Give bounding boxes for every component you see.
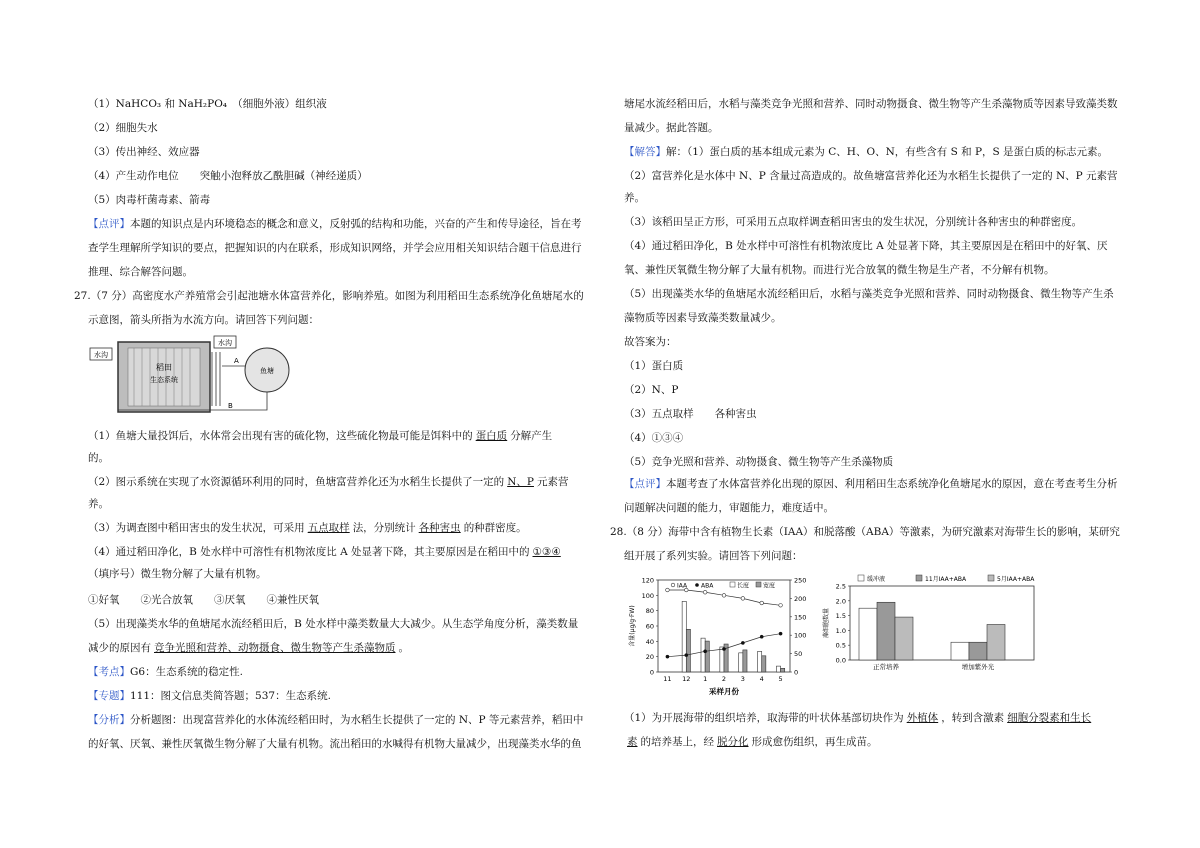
y-tick-label: 2.0 (835, 597, 846, 606)
jieda-3: 养。 (624, 192, 645, 204)
point-ABA (684, 653, 688, 657)
point-ABA (760, 635, 764, 639)
bar-宽度 (762, 656, 766, 672)
answer-2: （2）细胞失水 (88, 122, 158, 134)
y-axis-label: 含量(μg/g·FW) (629, 605, 636, 647)
final-answer-5: （5）竞争光照和营养、动物摄食、微生物等产生杀藻物质 (624, 456, 894, 468)
answer-5: （5）肉毒杆菌毒素、箭毒 (88, 194, 211, 206)
zhuanti: 【专题】111：图文信息类简答题；537：生态系统. (88, 690, 331, 702)
legend-label: 宽度 (763, 582, 776, 590)
point-IAA (666, 588, 670, 592)
legend-marker (988, 575, 994, 581)
q28-sub1-cont: 素 的培养基上，经 脱分化 形成愈伤组织，再生成苗。 (624, 734, 878, 750)
y-tick-label: 2.5 (835, 582, 846, 591)
q28-line-2: 组开展了系列实验。请回答下列问题： (624, 550, 803, 562)
field-label-2: 生态系统 (150, 376, 178, 384)
legend-marker (695, 583, 699, 587)
y-tick-label: 20 (645, 653, 654, 662)
y2-tick-label: 0 (794, 668, 799, 677)
y2-tick-label: 50 (794, 650, 803, 659)
y-axis-label: 藻细胞数量 (823, 607, 830, 639)
y-tick-label: 1.5 (835, 612, 846, 621)
legend-label: 长度 (737, 582, 750, 590)
x-tick-label: 4 (759, 675, 764, 683)
x-tick-label: 1 (703, 675, 708, 683)
bar-长度 (720, 647, 724, 672)
bar-宽度 (686, 629, 690, 672)
legend-label: 5月IAA+ABA (997, 576, 1035, 583)
blank-answer: 竞争光照和营养、动物摄食、微生物等产生杀藻物质 (154, 642, 396, 654)
y-tick-label: 0.5 (835, 641, 846, 650)
answer-3: （3）传出神经、效应器 (88, 146, 200, 158)
final-answer-4: （4）①③④ (624, 432, 684, 444)
blank-answer: 五点取样 (307, 522, 350, 534)
y-tick-label: 60 (645, 622, 654, 631)
q27-line-1: 27.（7 分）高密度水产养殖常会引起池塘水体富营养化，影响养殖。如图为利用稻田生态系统净化鱼塘尾水的 (74, 290, 584, 302)
bar-长度 (682, 601, 686, 672)
fenxi-line-1: 【分析】分析题图：出现富营养化的水体流经稻田时，为水稻生长提供了一定的 N、P 等元素营养，稻田中 (88, 714, 584, 726)
y2-tick-label: 250 (794, 576, 807, 585)
blank-answer: 素 (627, 736, 638, 748)
legend-label: ABA (701, 582, 714, 590)
sub-q1-cont: 的。 (88, 452, 109, 464)
jieda-7: （5）出现藻类水华的鱼塘尾水流经稻田后，水稻与藻类竞争光照和营养、同时动物摄食、微生物等产生杀 (624, 288, 1114, 300)
x-tick-label: 3 (740, 675, 745, 683)
y-tick-label: 0.0 (835, 656, 846, 665)
bar-长度 (776, 666, 780, 672)
point-IAA (722, 594, 726, 598)
bar-宽度 (781, 668, 785, 672)
legend-marker (858, 575, 864, 581)
final-answer-3: （3）五点取样 各种害虫 (624, 408, 757, 420)
hormone-content-chart (624, 572, 814, 700)
comment-line-2: 查学生理解所学知识的要点，把握知识的内在联系，形成知识网络，并学会应用相关知识结合题干信息进行 (88, 242, 582, 254)
blank-answer: 外植体 (906, 712, 939, 724)
field-label-1: 稻田 (156, 363, 172, 372)
legend-marker (671, 583, 675, 587)
bar-缓冲液 (951, 642, 969, 660)
sub-q4-cont: （填序号）微生物分解了大量有机物。 (88, 568, 267, 580)
jieda-6: 氧、兼性厌氧微生物分解了大量有机物。而进行光合放氧的微生物是生产者，不分解有机物。 (624, 264, 1055, 276)
bar-5月IAA+ABA (987, 624, 1005, 660)
bar-长度 (739, 653, 743, 672)
x-tick-label: 增加紫外光 (961, 663, 995, 671)
point-ABA (741, 641, 745, 645)
fenxi-line-2: 的好氧、厌氧、兼性厌氧微生物分解了大量有机物。流出稻田的水喊得有机物大量减少，出现藻类水华的鱼 (88, 738, 582, 750)
bar-长度 (758, 651, 762, 672)
dianping-2: 问题解决问题的能力，审题能力，难度适中。 (624, 502, 834, 514)
blank-answer: 脱分化 (717, 736, 749, 748)
y-tick-label: 40 (645, 637, 654, 646)
point-ABA (722, 647, 726, 651)
rice-field-diagram (88, 334, 308, 420)
bar-11月IAA+ABA (877, 602, 895, 660)
legend-label: 11月IAA+ABA (925, 576, 967, 583)
point-IAA (703, 590, 707, 594)
legend-marker (916, 575, 922, 581)
label-b: B (228, 402, 233, 410)
fenxi-cont-2: 量减少。据此答题。 (624, 122, 719, 134)
bar-长度 (701, 638, 705, 672)
blank-answer: ①③④ (532, 546, 561, 558)
jieda-5: （4）通过稻田净化，B 处水样中可溶性有机物浓度比 A 处显著下降，其主要原因是在稻田中的好氧、厌 (624, 240, 1108, 252)
sub-q5-cont: 减少的原因有 竞争光照和营养、动物摄食、微生物等产生杀藻物质 。 (88, 642, 409, 654)
jieda-2: （2）富营养化是水体中 N、P 含量过高造成的。故鱼塘富营养化还为水稻生长提供了一定的 N、P 元素营 (624, 170, 1118, 182)
y-tick-label: 0 (649, 668, 654, 677)
x-axis-label: 采样月份 (709, 687, 739, 696)
x-tick-label: 11 (663, 675, 672, 683)
bar-宽度 (705, 641, 709, 672)
point-IAA (741, 597, 745, 601)
bar-宽度 (743, 650, 747, 672)
sub-q2-cont: 养。 (88, 498, 109, 510)
comment-text: 本题的知识点是内环境稳态的概念和意义，反射弧的结构和功能，兴奋的产生和传导途径，旨在考 (130, 218, 582, 230)
jieda-4: （3）该稻田呈正方形，可采用五点取样调查稻田害虫的发生状况，分别统计各种害虫的种群密度。 (624, 216, 1083, 228)
point-IAA (760, 601, 764, 605)
jieda-1: 【解答】解：（1）蛋白质的基本组成元素为 C、H、O、N，有些含有 S 和 P，S 是蛋白质的标志元素。 (624, 146, 1109, 158)
blank-answer: N、P (507, 476, 534, 488)
final-answer-1: （1）蛋白质 (624, 360, 684, 372)
cell-count-chart (820, 572, 1038, 672)
point-ABA (666, 655, 670, 659)
answer-1: （1）NaHCO₃ 和 NaH₂PO₄ （细胞外液）组织液 (88, 98, 327, 110)
y-tick-label: 100 (641, 591, 654, 600)
jieda-8: 藻物质等因素导致藻类数量减少。 (624, 312, 782, 324)
point-IAA (779, 604, 783, 608)
y2-tick-label: 100 (794, 631, 807, 640)
blank-answer: 各种害虫 (418, 522, 461, 534)
blank-answer: 蛋白质 (475, 430, 508, 442)
legend-marker (730, 582, 735, 587)
legend-marker (756, 582, 761, 587)
kaodian: 【考点】G6：生态系统的稳定性. (88, 666, 243, 678)
sub-q4-options: ①好氧 ②光合放氧 ③厌氧 ④兼性厌氧 (88, 594, 319, 606)
q28-sub1: （1）为开展海带的组织培养，取海带的叶状体基部切块作为 外植体 ，转到含激素 细胞分裂素和生长 (624, 710, 1094, 726)
sub-q2: （2）图示系统在实现了水资源循环利用的同时，鱼塘富营养化还为水稻生长提供了一定的 N、P 元素营 (88, 476, 569, 488)
answer-4: （4）产生动作电位 突触小泡释放乙酰胆碱（神经递质） (88, 170, 368, 182)
bar-5月IAA+ABA (895, 617, 913, 660)
comment-line-1 (88, 216, 582, 232)
blank-answer: 细胞分裂素和生长 (1007, 712, 1092, 724)
x-tick-label: 12 (682, 675, 691, 683)
y-tick-label: 120 (641, 576, 654, 585)
point-ABA (703, 650, 707, 654)
sub-q1: （1）鱼塘大量投饵后，水体常会出现有害的硫化物，这些硫化物最可能是饵料中的 蛋白质 分解产生 (88, 430, 553, 442)
y2-tick-label: 150 (794, 613, 807, 622)
y-tick-label: 80 (645, 607, 654, 616)
dianping-1: 【点评】本题考查了水体富营养化出现的原因、利用稻田生态系统净化鱼塘尾水的原因，意在考查考生分析 (624, 478, 1118, 490)
q27-line-2: 示意图，箭头所指为水流方向。请回答下列问题： (88, 314, 319, 326)
pond-label: 鱼塘 (260, 367, 274, 375)
sub-q3: （3）为调查图中稻田害虫的发生状况，可采用 五点取样 法，分别统计 各种害虫 的种群密度。 (88, 522, 527, 534)
bar-11月IAA+ABA (969, 642, 987, 660)
bar-缓冲液 (859, 608, 877, 660)
label-a: A (234, 357, 239, 365)
y2-tick-label: 200 (794, 594, 807, 603)
x-tick-label: 正常培养 (873, 663, 899, 671)
ditch-label-2: 水沟 (218, 339, 232, 347)
ditch-label: 水沟 (94, 351, 108, 359)
legend-label: IAA (677, 582, 688, 590)
comment-tag: 【点评】 (88, 218, 130, 230)
final-answer-2: （2）N、P (624, 384, 679, 396)
x-tick-label: 5 (778, 675, 783, 683)
legend-label: 缓冲液 (867, 576, 886, 583)
x-tick-label: 2 (721, 675, 727, 683)
q28-line-1: 28.（8 分）海带中含有植物生长素（IAA）和脱落酸（ABA）等激素，为研究激素对海带生长的影响，某研究 (610, 526, 1120, 538)
y-tick-label: 1.0 (835, 626, 846, 635)
fenxi-cont-1: 塘尾水流经稻田后，水稻与藻类竞争光照和营养、同时动物摄食、微生物等产生杀藻物质等因素导致藻类数 (624, 98, 1118, 110)
point-ABA (779, 632, 783, 636)
answer-intro: 故答案为： (624, 336, 677, 348)
sub-q5: （5）出现藻类水华的鱼塘尾水流经稻田后，B 处水样中藻类数量大大减少。从生态学角度分析，藻类数量 (88, 618, 579, 630)
comment-line-3: 推理、综合解答问题。 (88, 266, 193, 278)
sub-q4: （4）通过稻田净化，B 处水样中可溶性有机物浓度比 A 处显著下降，其主要原因是在稻田中的 ①③④ (88, 544, 564, 560)
